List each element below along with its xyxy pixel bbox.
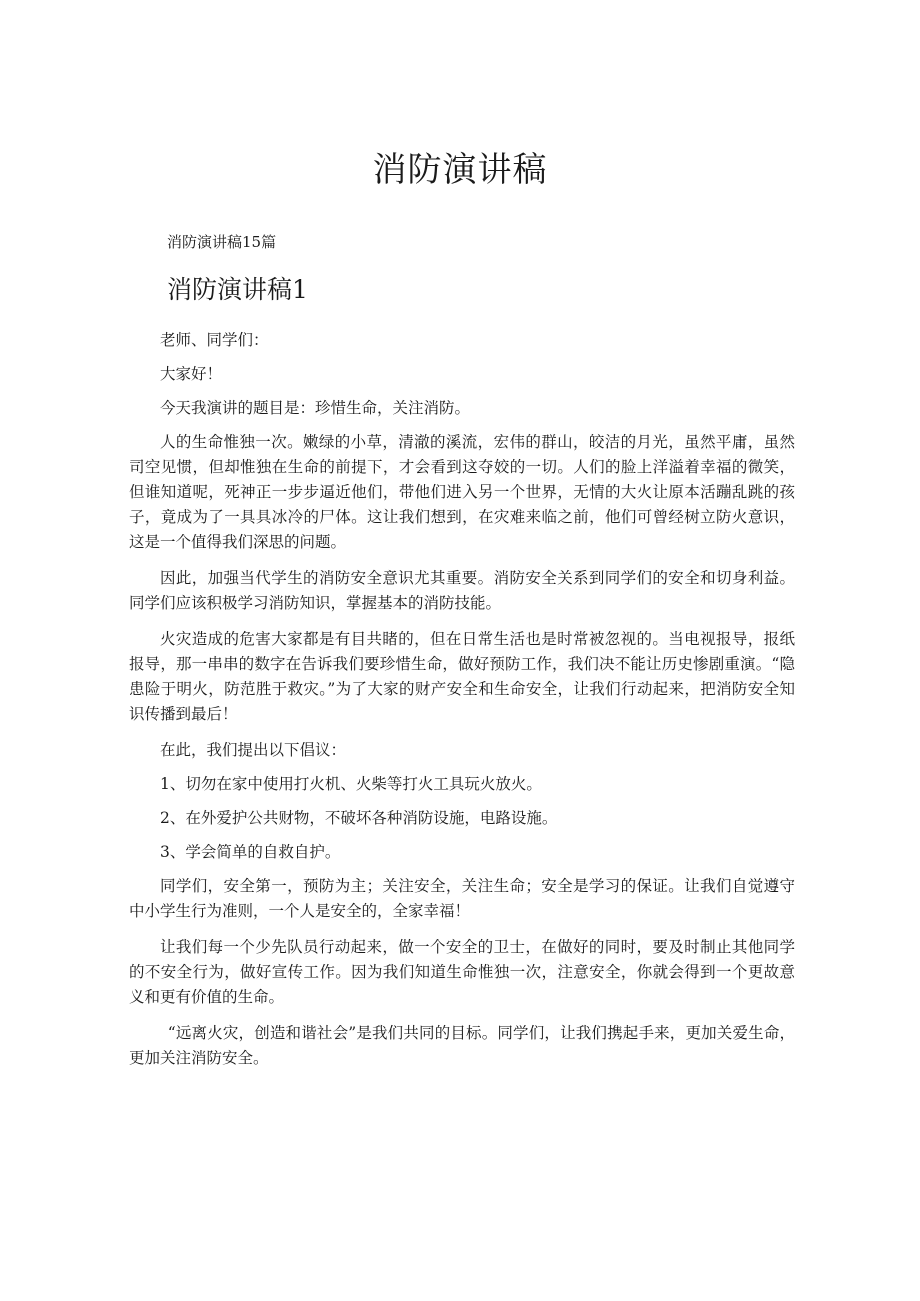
section-heading: 消防演讲稿1 [167, 275, 308, 304]
paragraph-proposal-intro: 在此，我们提出以下倡议： [160, 741, 347, 759]
proposal-item-1: 1、切勿在家中使用打火机、火柴等打火工具玩火放火。 [160, 775, 542, 793]
proposal-item-3: 3、学会简单的自救自护。 [160, 843, 341, 861]
paragraph-safety-first: 同学们，安全第一，预防为主；关注安全，关注生命；安全是学习的保证。让我们自觉遵守中小学生行为准则，一个人是安全的，全家幸福！ [129, 877, 795, 920]
paragraph-awareness: 因此，加强当代学生的消防安全意识尤其重要。消防安全关系到同学们的安全和切身利益。同学们应该积极学习消防知识，掌握基本的消防技能。 [129, 569, 795, 612]
document-title: 消防演讲稿 [372, 150, 548, 190]
proposal-item-2: 2、在外爱护公共财物，不破坏各种消防设施，电路设施。 [160, 809, 558, 827]
speech-body [129, 328, 795, 1082]
paragraph-life: 人的生命惟独一次。嫩绿的小草，清澈的溪流，宏伟的群山，皎洁的月光，虽然平庸，虽然司空见惯，但却惟独在生命的前提下，才会看到这夺姣的一切。人们的脸上洋溢着幸福的微笑，但谁知道呢，死神正一步步逼近他们，带他们进入另一个世界，无情的大火让原本活蹦乱跳的孩子，竟成为了一具具冰冷的尸体。这让我们想到，在灾难来临之前，他们可曾经树立防火意识，这是一个值得我们深思的问题。 [129, 433, 795, 551]
paragraph-fire-harm: 火灾造成的危害大家都是有目共睹的，但在日常生活也是时常被忽视的。当电视报导，报纸报导，那一串串的数字在告诉我们要珍惜生命，做好预防工作，我们决不能让历史惨剧重演。“隐患险于明火，防范胜于救灾。”为了大家的财产安全和生命安全，让我们行动起来，把消防安全知识传播到最后！ [129, 630, 795, 723]
document-subtitle: 消防演讲稿15篇 [167, 233, 277, 251]
paragraph-topic: 今天我演讲的题目是：珍惜生命，关注消防。 [160, 399, 471, 417]
paragraph-hello: 大家好！ [160, 365, 223, 383]
paragraph-greeting: 老师、同学们： [160, 331, 269, 349]
paragraph-pioneers: 让我们每一个少先队员行动起来，做一个安全的卫士，在做好的同时，要及时制止其他同学的不安全行为，做好宣传工作。因为我们知道生命惟独一次，注意安全，你就会得到一个更故意义和更有价值的生命。 [129, 938, 795, 1006]
paragraph-closing: “远离火灾，创造和谐社会”是我们共同的目标。同学们，让我们携起手来，更加关爱生命，更加关注消防安全。 [129, 1024, 795, 1067]
